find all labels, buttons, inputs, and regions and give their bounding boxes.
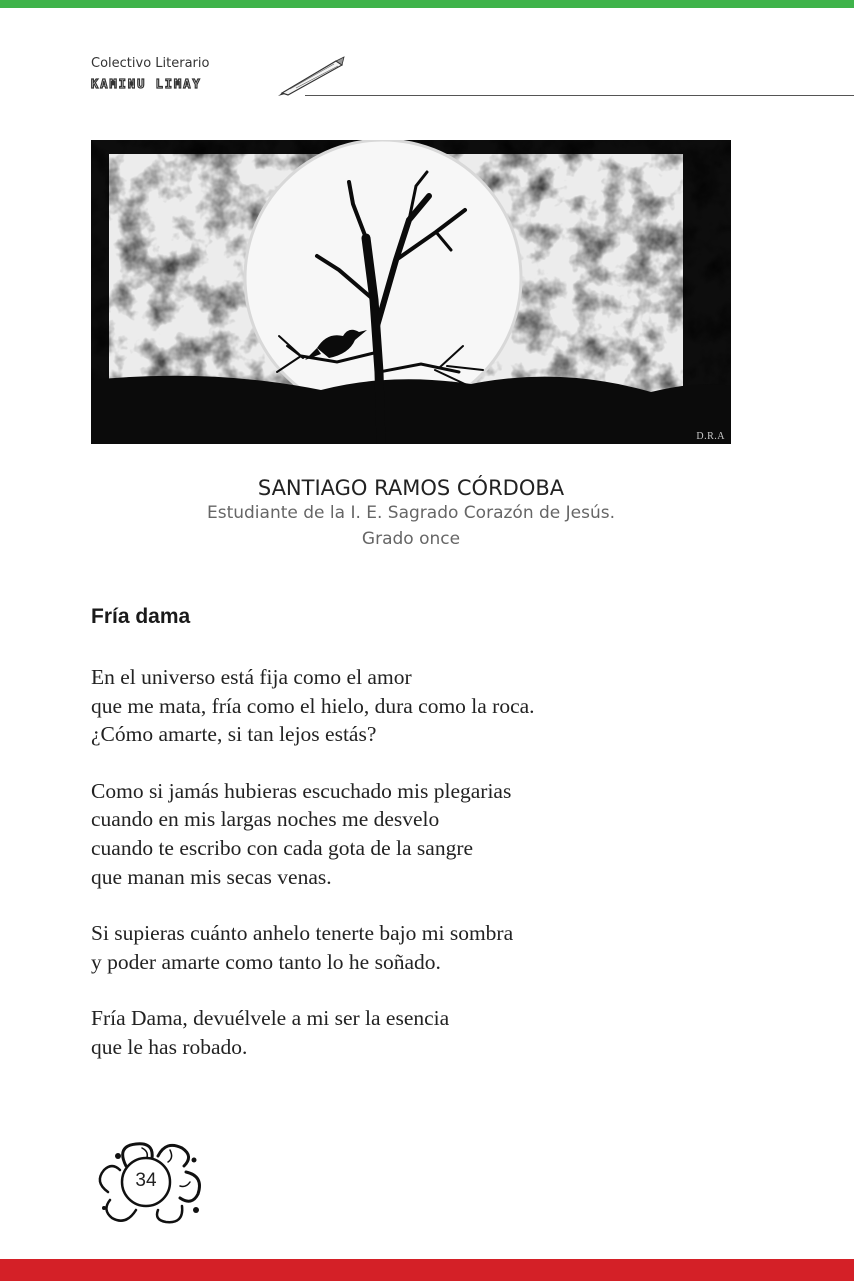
poem-line: Como si jamás hubieras escuchado mis plegarias — [91, 778, 512, 803]
poem-body — [91, 663, 731, 1090]
brand-name: KAMINU LIMAY — [91, 77, 202, 91]
header-rule — [305, 95, 854, 96]
moon-tree-crow-illustration — [91, 140, 731, 444]
page-number: 34 — [135, 1170, 157, 1191]
poem-line: Si supieras cuánto anhelo tenerte bajo mi sombra — [91, 921, 514, 946]
poem-title: Fría dama — [91, 605, 191, 628]
fountain-pen-icon — [276, 55, 348, 97]
poem-line: y poder amarte como tanto lo he soñado. — [91, 949, 441, 974]
poem-line: que le has robado. — [91, 1034, 248, 1059]
stanza-2 — [91, 777, 731, 891]
author-name: SANTIAGO RAMOS CÓRDOBA — [257, 476, 565, 500]
author-grade: Grado once — [361, 529, 461, 549]
stanza-3 — [91, 919, 731, 976]
poem-line: que me mata, fría como el hielo, dura como la roca. — [91, 693, 535, 718]
image-credit: D.R.A — [696, 431, 725, 442]
poem-line: En el universo está fija como el amor — [91, 665, 412, 689]
top-accent-bar — [0, 0, 854, 8]
stanza-1 — [91, 663, 731, 749]
bottom-accent-bar — [0, 1259, 854, 1281]
poem-line: Fría Dama, devuélvele a mi ser la esencia — [91, 1006, 450, 1031]
poem-line: ¿Cómo amarte, si tan lejos estás? — [91, 722, 377, 747]
stanza-4 — [91, 1004, 731, 1061]
poem-line: que manan mis secas venas. — [91, 864, 332, 889]
author-block — [91, 476, 731, 552]
author-school: Estudiante de la I. E. Sagrado Corazón de Jesús. — [206, 503, 616, 523]
poem-line: cuando en mis largas noches me desvelo — [91, 807, 440, 832]
collective-label: Colectivo Literario — [91, 56, 210, 71]
poem-line: cuando te escribo con cada gota de la sangre — [91, 835, 474, 860]
publication-header — [91, 56, 209, 91]
